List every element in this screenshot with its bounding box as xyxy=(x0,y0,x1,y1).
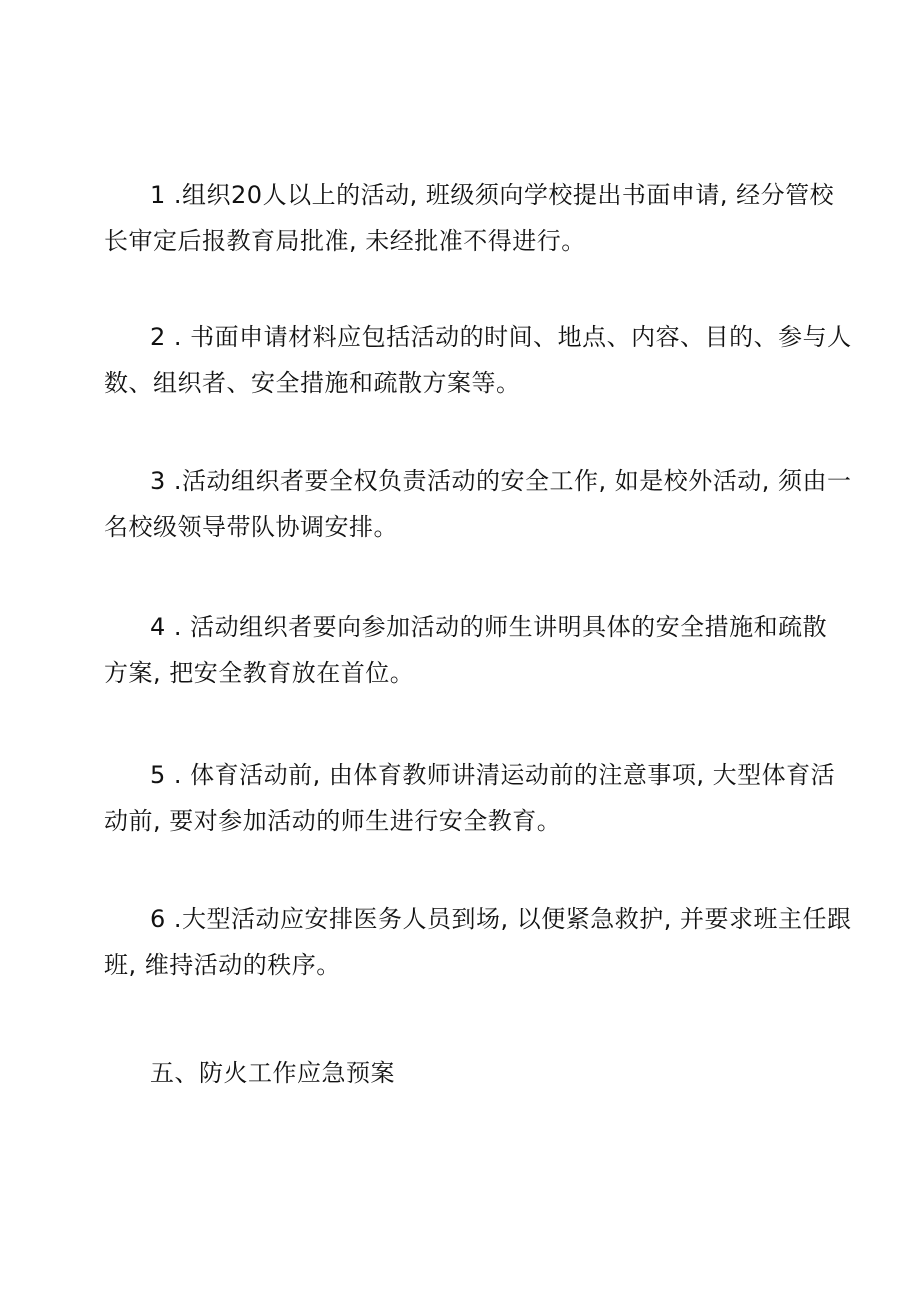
list-item-4-line-2: 方案, 把安全教育放在首位。 xyxy=(104,659,415,687)
list-item-5-line-1: 5 . 体育活动前, 由体育教师讲清运动前的注意事项, 大型体育活 xyxy=(150,761,836,789)
list-item-3-line-2: 名校级领导带队协调安排。 xyxy=(104,513,398,541)
list-item-6 xyxy=(104,896,852,988)
list-item-6-line-2: 班, 维持活动的秩序。 xyxy=(104,951,341,979)
list-item-2-line-2: 数、组织者、安全措施和疏散方案等。 xyxy=(104,369,521,397)
list-item-1-line-2: 长审定后报教育局批准, 未经批准不得进行。 xyxy=(104,227,586,255)
list-item-2-line-1: 2 . 书面申请材料应包括活动的时间、地点、内容、目的、参与人 xyxy=(150,323,852,351)
list-item-5-line-2: 动前, 要对参加活动的师生进行安全教育。 xyxy=(104,807,562,835)
list-item-3-line-1: 3 .活动组织者要全权负责活动的安全工作, 如是校外活动, 须由一 xyxy=(150,467,852,495)
list-item-1 xyxy=(104,172,835,264)
list-item-2 xyxy=(104,314,852,406)
list-item-4-line-1: 4 . 活动组织者要向参加活动的师生讲明具体的安全措施和疏散 xyxy=(150,613,828,641)
list-item-1-line-1: 1 .组织20人以上的活动, 班级须向学校提出书面申请, 经分管校 xyxy=(150,181,835,209)
section-heading: 五、防火工作应急预案 xyxy=(150,1059,395,1087)
list-item-4 xyxy=(104,604,828,696)
list-item-3 xyxy=(104,458,852,550)
list-item-6-line-1: 6 .大型活动应安排医务人员到场, 以便紧急救护, 并要求班主任跟 xyxy=(150,905,852,933)
list-item-5 xyxy=(104,752,836,844)
